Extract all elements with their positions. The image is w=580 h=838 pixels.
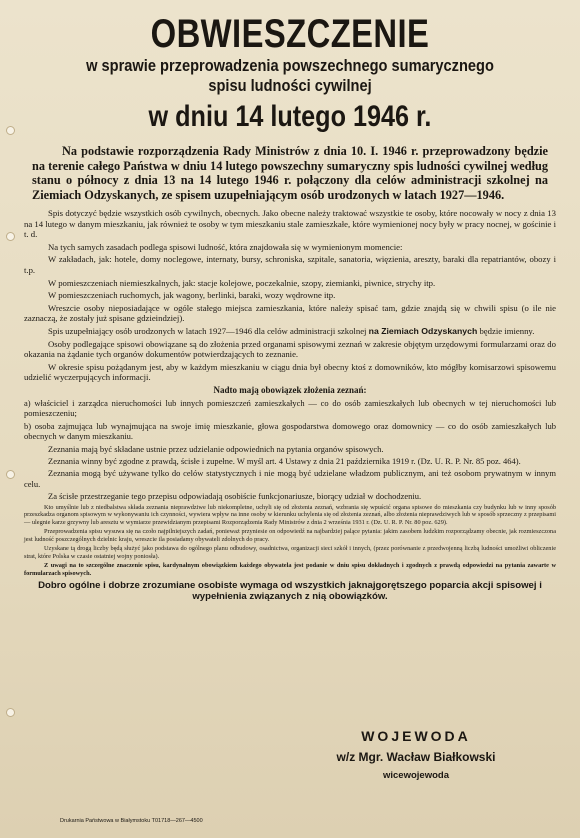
paragraph-scope: Spis dotyczyć będzie wszystkich osób cywilnych, obecnych. Jako obecne należy traktować wszystkie te osoby, które nocowały w nocy z dnia 13 na 14 lutego w danym mieszkaniu, jak również te osoby w tym mieszkaniu stale zamieszkałe, które wymienionej nocy były w pracy nocnej, w gościnie i t. d.: [24, 208, 556, 240]
paragraph-places-intro: Na tych samych zasadach podlega spisowi ludność, która znajdowała się w wymienionym momencie:: [48, 241, 403, 252]
recovered-territories: na Ziemiach Odzyskanych: [368, 325, 478, 336]
intro-paragraph: Na podstawie rozporządzenia Rady Ministrów z dnia 10. I. 1946 r. przeprowadzony będzie na terenie całego Państwa w dniu 14 lutego powszechny sumaryczny spis ludności cywilnej według stanu o północy z dnia 13 na 14 lutego 1946 r. połączony dla celów administracji szkolnej na Ziemiach Odzyskanych, ze spisem uzupełniającym osób urodzonych w latach 1927—1946.: [32, 144, 548, 202]
punch-hole: [6, 708, 15, 717]
punch-hole: [6, 232, 15, 241]
signature-name: w/z Mgr. Wacław Białkowski: [336, 750, 496, 764]
paragraph-mobile: W pomieszczeniach ruchomych, jak wagony, berlinki, baraki, wozy wędrowne itp.: [48, 290, 336, 301]
supplementary-end: będzie imienny.: [479, 325, 535, 336]
paragraph-oral: Zeznania mają być składane ustnie przez udzielanie odpowiednich na pytania organów spisowych.: [48, 443, 384, 454]
closing-appeal: Dobro ogólne i dobrze zrozumiane osobiste wymaga od wszystkich jaknajgorętszego poparcia akcji spisowej i wypełnienia związanych z nią obowiązków.: [38, 579, 542, 602]
paragraph-presence: W okresie spisu pożądanym jest, aby w każdym mieszkaniu w ciągu dnia był obecny ktoś z domowników, kto mógłby komisarzowi spisowemu udzielić wyczerpujących informacji.: [24, 361, 556, 383]
paragraph-homeless: Wreszcie osoby nieposiadające w ogóle stałego miejsca zamieszkania, które należy spisać tam, gdzie znajdą się w chwili spisu (o ile nie zaznaczą, że zostały już spisane gdzieindziej).: [24, 302, 556, 324]
paragraph-supplementary: [24, 326, 556, 337]
poster-title: OBWIESZCZENIE: [150, 12, 430, 56]
fine-print-penalty: Kto umyślnie lub z niedbalstwa składa zeznania nieprawdziwe lub niekompletne, uchyli się od złożenia zeznań, wzbrania się wpuścić organa spisowe do mieszkania czy budynku lub w inny sposób przeszkadza organom spisowym w wykonywaniu ich czynności, wywiera wpływ na inne osoby w kierunku uchylenia się od złożenia zeznań, albo złożenia nieprawdziwych lub w sposób sprzeczny z przepisami — ulegnie karze grzywny lub aresztu w wymiarze przewidzianym przepisami Rozporządzenia Rady Ministrów z dnia 2 września 1931 r. (Dz. U. R. P. Nr. 80 poz. 629).: [24, 503, 556, 527]
fine-print-purpose: Przeprowadzenia spisu wysuwa się na czoło najpilniejszych zadań, ponieważ przyniesie on odpowiedź na najbardziej palące pytania: jakim zasobem ludzkim rozporządzamy obecnie, jak rozmieszczona jest ludność poszczególnych dzielnic kraju, wreszcie ila posiadamy obywateli zdolnych do pracy.: [24, 528, 556, 544]
fine-print-duty: Z uwagi na to szczególne znaczenie spisu, kardynalnym obowiązkiem każdego obywatela jest podanie w dniu spisu dokładnych i zgodnych z prawdą odpowiedzi na pytania zawarte w formularzach spisowych.: [24, 561, 556, 577]
paragraph-obligations: Osoby podlegające spisowi obowiązane są do złożenia przed organami spisowymi zeznań w zakresie objętym urzędowymi formularzami oraz do okazania na żądanie tych organów dokumentów potwierdzających to zeznanie.: [24, 338, 556, 360]
signature-office: WOJEWODA: [361, 728, 471, 744]
duty-heading: Nadto mają obowiązek złożenia zeznań:: [213, 384, 367, 395]
signature-role: wicewojewoda: [383, 770, 449, 781]
printer-imprint: Drukarnia Państwowa w Białymstoku T01718—267—4500: [60, 818, 203, 824]
paragraph-institutions: W zakładach, jak: hotele, domy noclegowe, internaty, bursy, schroniska, szpitale, sanatoria, więzienia, areszty, baraki dla repatriantów, obozy i t.p.: [24, 254, 556, 275]
paragraph-non-residential: W pomieszczeniach niemieszkalnych, jak: stacje kolejowe, poczekalnie, szopy, ziemianki, piwnice, strychy itp.: [48, 277, 436, 288]
fine-print-usage: Uzyskane tą drogą liczby będą służyć jako podstawa do ogólnego planu odbudowy, osadnictwa, organizacji sieci szkół i innych, (przez porównanie z przedwojenną liczbą ludności umożliwi obliczenie strat, które Polska w czasie ostatniej wojny poniosła).: [24, 545, 556, 560]
subtitle-line-2: spisu ludności cywilnej: [208, 76, 372, 95]
paragraph-confidential: Zeznania mogą być używane tylko do celów statystycznych i nie mogą być udzielane władzom publicznym, ani też osobom prywatnym w innym celu.: [24, 468, 556, 489]
paragraph-truth: Zeznania winny być zgodne z prawdą, ścisłe i zupełne. W myśl art. 4 Ustawy z dnia 21 października 1919 r. (Dz. U. R. P. Nr. 85 poz. 464).: [48, 455, 521, 466]
signature-block: [306, 728, 526, 781]
duty-owner: a) właściciel i zarządca nieruchomości lub innych pomieszczeń zamieszkałych — co do osób zamieszkałych lub obecnych w tej nieruchomości lub pomieszczeniu;: [24, 397, 556, 419]
punch-hole: [6, 126, 15, 135]
duty-tenant: b) osoba zajmująca lub wynajmująca na swoje imię mieszkanie, głowa gospodarstwa domowego oraz domownicy — co do osób zamieszkałych lub obecnych w danym mieszkaniu.: [24, 420, 556, 442]
census-date: w dniu 14 lutego 1946 r.: [148, 100, 432, 133]
supplementary-text: Spis uzupełniający osób urodzonych w latach 1927—1946 dla celów administracji szkolnej: [48, 325, 367, 336]
paragraph-responsibility: Za ścisłe przestrzeganie tego przepisu odpowiadają osobiście funkcjonariusze, biorący udział w dochodzeniu.: [48, 491, 422, 502]
subtitle-line-1: w sprawie przeprowadzenia powszechnego sumarycznego: [86, 56, 494, 75]
punch-hole: [6, 470, 15, 479]
